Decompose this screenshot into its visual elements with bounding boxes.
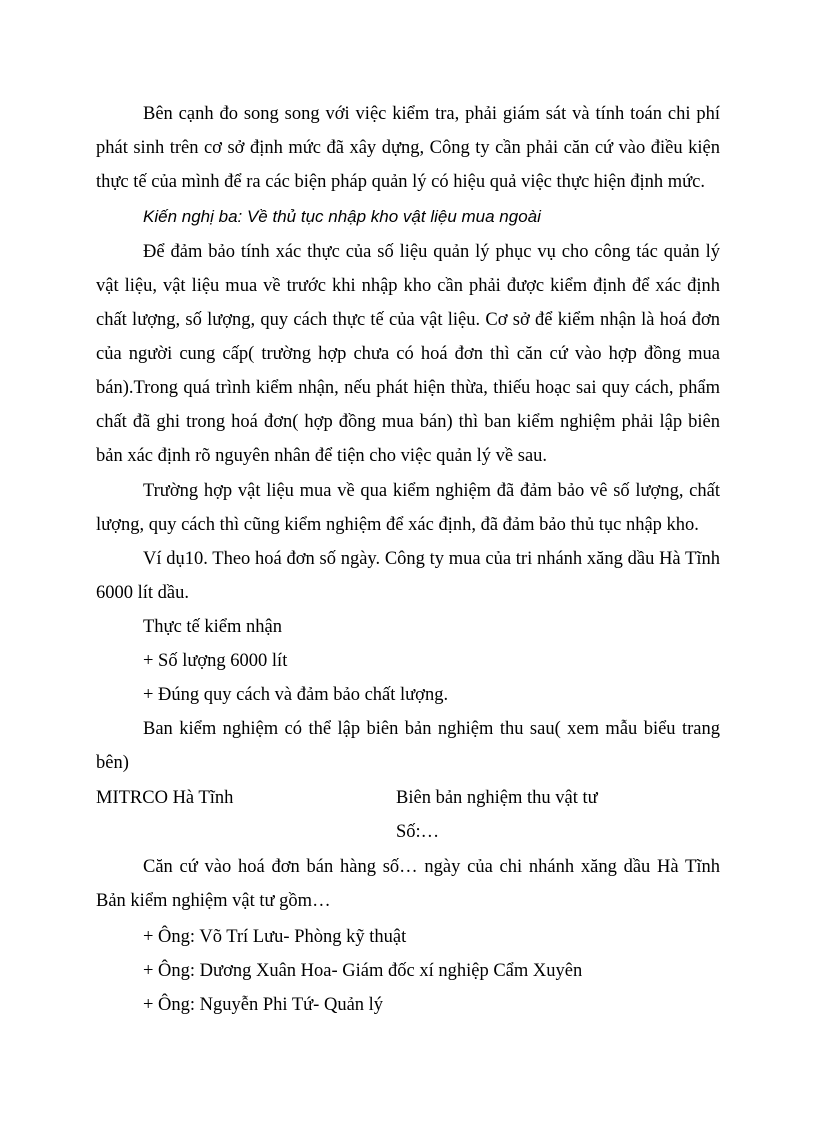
paragraph-example-10: Ví dụ10. Theo hoá đơn số ngày. Công ty mua của tri nhánh xăng dầu Hà Tĩnh 6000 lít dầu. (96, 549, 720, 603)
line-actual-inspection: Thực tế kiểm nhận (143, 617, 282, 637)
paragraph-inspection-board: Ban kiểm nghiệm có thể lập biên bản nghiệm thu sau( xem mẫu biểu trang bên) (96, 719, 720, 773)
paragraph-inspected-materials: Trường hợp vật liệu mua về qua kiểm nghiệm đã đảm bảo vê số lượng, chất lượng, quy cách thì cũng kiểm nghiệm để xác định, đã đảm bảo thủ tục nhập kho. (96, 481, 720, 535)
member-item: + Ông: Võ Trí Lưu- Phòng kỹ thuật (143, 927, 407, 947)
paragraph-invoice-basis: Căn cứ vào hoá đơn bán hàng số… ngày của chi nhánh xăng dầu Hà Tĩnh Bản kiểm nghiệm vật tư gồm… (96, 857, 720, 911)
form-title: Biên bản nghiệm thu vật tư (396, 788, 598, 808)
paragraph-cost-monitoring: Bên cạnh đo song song với việc kiểm tra, phải giám sát và tính toán chi phí phát sinh trên cơ sở định mức đã xây dựng, Công ty cần phải căn cứ vào điều kiện thực tế của mình để ra các biện pháp quản lý có hiệu quả việc thực hiện định mức. (96, 104, 720, 192)
line-quantity: + Số lượng 6000 lít (143, 651, 288, 671)
company-name: MITRCO Hà Tĩnh (96, 788, 234, 808)
line-quality: + Đúng quy cách và đảm bảo chất lượng. (143, 685, 449, 705)
member-item: + Ông: Dương Xuân Hoa- Giám đốc xí nghiệp Cẩm Xuyên (143, 961, 583, 981)
member-item: + Ông: Nguyễn Phi Tứ- Quản lý (143, 995, 384, 1015)
heading-recommendation-three: Kiến nghị ba: Về thủ tục nhập kho vật liệu mua ngoài (143, 207, 541, 226)
paragraph-inspection-procedure: Để đảm bảo tính xác thực của số liệu quản lý phục vụ cho công tác quản lý vật liệu, vật liệu mua về trước khi nhập kho cần phải được kiểm định để xác định chất lượng, số lượng, quy cách thực tế của vật liệu. Cơ sở để kiểm nhận là hoá đơn của người cung cấp( trường hợp chưa có hoá đơn thì căn cứ vào hợp đồng mua bán).Trong quá trình kiểm nhận, nếu phát hiện thừa, thiếu hoạc sai quy cách, phẩm chất đã ghi trong hoá đơn( hợp đồng mua bán) thì ban kiểm nghiệm phải lập biên bản xác định rõ nguyên nhân để tiện cho việc quản lý về sau. (96, 242, 720, 466)
form-number: Số:… (396, 822, 440, 842)
